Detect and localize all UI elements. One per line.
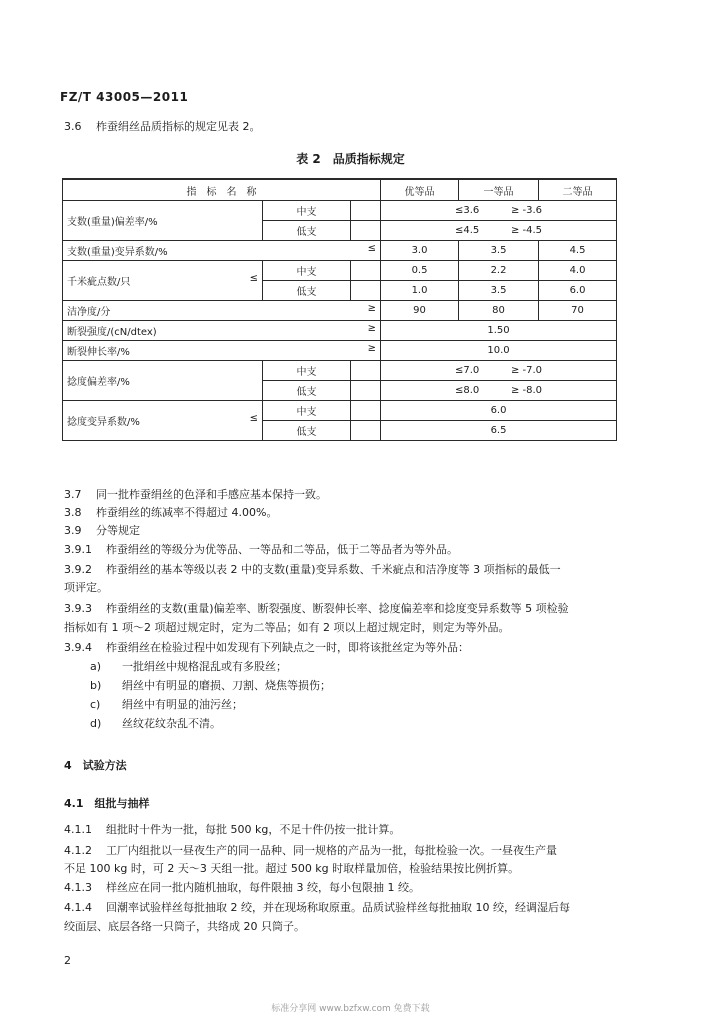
sub-low: 低支 (263, 421, 351, 441)
clause-4-1-3: 4.1.3 样丝应在同一批内随机抽取，每件限抽 3 绞，每小包限抽 1 绞。 (64, 881, 420, 894)
clause-4-1-2-cont: 不足 100 kg 时，可 2 天～3 天组一批。超过 500 kg 时取样量加倍，检验结果按比例折算。 (64, 862, 520, 875)
clause-3-9-3: 3.9.3 柞蚕绢丝的支数(重量)偏差率、断裂强度、断裂伸长率、捻度偏差率和捻度变异系数等 5 项检验 (64, 602, 569, 615)
count-cv-second: 4.5 (539, 241, 617, 261)
clause-3-6: 3.6 柞蚕绢丝品质指标的规定见表 2。 (64, 120, 261, 133)
twist-deviation-low-value: ≤8.0 ≥ -8.0 (381, 381, 617, 401)
table-caption: 表 2 品质指标规定 (296, 152, 405, 166)
row-label-tenacity: 断裂强度/(cN/dtex) ≥ (63, 321, 381, 341)
table-row (63, 341, 617, 361)
sub-medium: 中支 (263, 201, 351, 221)
sub-low: 低支 (263, 381, 351, 401)
sub-medium: 中支 (263, 361, 351, 381)
cleanness-excellent: 90 (381, 301, 459, 321)
clause-4-1-1: 4.1.1 组批时十件为一批，每批 500 kg，不足十件仍按一批计算。 (64, 823, 401, 836)
table-row (63, 361, 617, 381)
row-label-twist-deviation: 捻度偏差率/% (63, 361, 263, 401)
twist-cv-low-value: 6.5 (381, 421, 617, 441)
list-item: d) 丝纹花纹杂乱不清。 (90, 717, 221, 730)
clause-4-1-4: 4.1.4 回潮率试验样丝每批抽取 2 绞，并在现场称取原重。品质试验样丝每批抽取 10 绞，经调湿后每 (64, 901, 570, 914)
table-row (63, 321, 617, 341)
clause-3-8: 3.8 柞蚕绢丝的练减率不得超过 4.00%。 (64, 506, 278, 519)
row-label-twist-cv: 捻度变异系数/% ≤ (63, 401, 263, 441)
row-label-cleanness: 洁净度/分 ≥ (63, 301, 381, 321)
row-label-count-deviation: 支数(重量)偏差率/% (63, 201, 263, 241)
count-deviation-low-value: ≤4.5 ≥ -4.5 (381, 221, 617, 241)
neps-low-first: 3.5 (459, 281, 539, 301)
count-cv-first: 3.5 (459, 241, 539, 261)
section-4-1-heading: 4.1 组批与抽样 (64, 797, 150, 810)
clause-3-7: 3.7 同一批柞蚕绢丝的色泽和手感应基本保持一致。 (64, 488, 327, 501)
table-row (63, 261, 617, 281)
twist-cv-medium-value: 6.0 (381, 401, 617, 421)
row-label-neps: 千米疵点数/只 ≤ (63, 261, 263, 301)
clause-4-1-2: 4.1.2 工厂内组批以一昼夜生产的同一品种、同一规格的产品为一批，每批检验一次。一昼夜生产量 (64, 844, 557, 857)
header-first: 一等品 (459, 179, 539, 201)
table-header-row (63, 179, 617, 201)
quality-spec-table (62, 178, 617, 441)
section-4-heading: 4 试验方法 (64, 759, 127, 772)
cleanness-second: 70 (539, 301, 617, 321)
clause-3-9: 3.9 分等规定 (64, 524, 140, 537)
page-number: 2 (64, 954, 71, 967)
tenacity-value: 1.50 (381, 321, 617, 341)
sub-low: 低支 (263, 281, 351, 301)
list-item: a) 一批绢丝中规格混乱或有多股丝； (90, 660, 287, 673)
header-indicator: 指 标 名 称 (63, 179, 381, 201)
table-row (63, 201, 617, 221)
count-cv-excellent: 3.0 (381, 241, 459, 261)
sub-low: 低支 (263, 221, 351, 241)
sub-medium: 中支 (263, 261, 351, 281)
header-excellent: 优等品 (381, 179, 459, 201)
clause-3-9-3-cont: 指标如有 1 项～2 项超过规定时，定为二等品；如有 2 项以上超过规定时，则定为等外品。 (64, 621, 510, 634)
row-label-count-cv: 支数(重量)变异系数/% ≤ (63, 241, 381, 261)
row-label-elongation: 断裂伸长率/% ≥ (63, 341, 381, 361)
standard-number: FZ/T 43005—2011 (60, 90, 189, 104)
watermark: 标准分享网 www.bzfxw.com 免费下载 (271, 1004, 430, 1014)
sub-medium: 中支 (263, 401, 351, 421)
list-item: b) 绢丝中有明显的磨损、刀割、烧焦等损伤； (90, 679, 331, 692)
cleanness-first: 80 (459, 301, 539, 321)
elongation-value: 10.0 (381, 341, 617, 361)
clause-3-9-2: 3.9.2 柞蚕绢丝的基本等级以表 2 中的支数(重量)变异系数、千米疵点和洁净度等 3 项指标的最低一 (64, 563, 561, 576)
header-second: 二等品 (539, 179, 617, 201)
list-item: c) 绢丝中有明显的油污丝； (90, 698, 243, 711)
clause-3-9-1: 3.9.1 柞蚕绢丝的等级分为优等品、一等品和二等品，低于二等品者为等外品。 (64, 543, 458, 556)
neps-medium-first: 2.2 (459, 261, 539, 281)
clause-3-9-4: 3.9.4 柞蚕绢丝在检验过程中如发现有下列缺点之一时，即将该批丝定为等外品： (64, 641, 469, 654)
count-deviation-medium-value: ≤3.6 ≥ -3.6 (381, 201, 617, 221)
clause-4-1-4-cont: 绞面层、底层各络一只筒子，共络成 20 只筒子。 (64, 920, 305, 933)
neps-medium-excellent: 0.5 (381, 261, 459, 281)
table-row (63, 301, 617, 321)
clause-3-9-2-cont: 项评定。 (64, 581, 108, 594)
neps-medium-second: 4.0 (539, 261, 617, 281)
table-row (63, 401, 617, 421)
table-row (63, 241, 617, 261)
neps-low-excellent: 1.0 (381, 281, 459, 301)
twist-deviation-medium-value: ≤7.0 ≥ -7.0 (381, 361, 617, 381)
neps-low-second: 6.0 (539, 281, 617, 301)
